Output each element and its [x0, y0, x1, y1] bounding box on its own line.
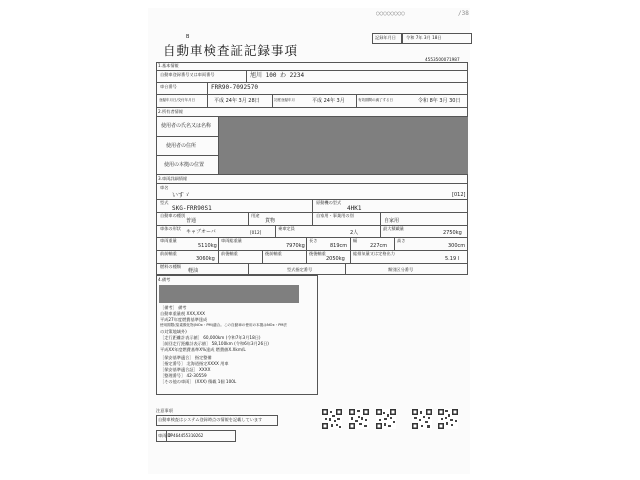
body-shape-label: 車体の形状	[160, 226, 181, 231]
section4-heading: 4.備考	[158, 277, 171, 282]
registration-date-label: 登録年月日/交付年月日	[159, 98, 196, 102]
length-value: 819cm	[330, 243, 348, 249]
remark-line: 使用期限(窒素酸化物(NOx・PM)適合。この自動車の使用の本拠はNOx・PM法	[160, 323, 288, 327]
remark-line: 自動車重量税 XXX,XXX	[160, 311, 205, 316]
registration-date-value: 平成 24年 3月 28日	[214, 98, 260, 104]
registration-number-value: 旭川 100 わ 2234	[250, 72, 305, 79]
chassis-number-label: 車台番号	[160, 84, 177, 89]
front-rear-axle-label: 前後軸重	[221, 251, 238, 256]
first-registration-value: 平成 24年 3月	[312, 98, 345, 104]
first-registration-label: 初度登録年月	[274, 98, 295, 102]
document-number: 4553500071987	[425, 57, 460, 62]
classification-number-label: 類別区分番号	[388, 267, 414, 272]
remark-line: ［指定番号］ 北海道指定XXXX 用車	[160, 361, 229, 366]
width-label: 幅	[353, 238, 358, 243]
vehicle-kind-value: 普通	[186, 218, 197, 224]
qr-code-4	[412, 409, 432, 429]
redacted-owner-block	[219, 117, 468, 174]
notice-heading: 注意事項	[156, 408, 173, 413]
remark-line: ［前回走行距離計表示値］ 58,100km (令和6年3月26日)	[160, 341, 269, 346]
remark-line: ［備考］ 備考	[160, 305, 187, 310]
remark-line: ［走行距離計表示値］ 60,000km (令和7年3月18日)	[160, 335, 261, 340]
use-label: 用途	[251, 213, 260, 218]
qr-code-1	[322, 409, 342, 429]
engine-model-label: 原動機の型式	[316, 200, 342, 205]
registration-number-label: 自動車登録番号又は車両番号	[160, 72, 215, 77]
corner-mark: B	[186, 34, 190, 40]
private-business-label: 自家用・事業用の別	[316, 213, 354, 218]
fuel-type-label: 燃料の種類	[160, 264, 181, 269]
qr-code-2	[349, 409, 369, 429]
gross-weight-value: 7970kg	[286, 243, 305, 249]
expiry-date-value: 令和 8年 3月 30日	[418, 98, 461, 104]
section3-heading: 3.車両詳細情報	[158, 176, 188, 181]
length-label: 長さ	[309, 238, 318, 243]
use-value: 貨物	[265, 218, 276, 224]
private-business-value: 自家用	[384, 218, 400, 224]
capacity-value: 2人	[350, 230, 359, 236]
vehicle-weight-label: 車両重量	[160, 238, 177, 243]
model-label: 型式	[160, 200, 169, 205]
height-value: 300cm	[448, 243, 466, 249]
displacement-value: 5.19 l	[445, 256, 460, 262]
expiry-date-label: 有効期間の満了する日	[358, 98, 393, 102]
document-title: 自動車検査証記録事項	[163, 43, 299, 58]
record-date-value: 令和 7年 3月 18日	[406, 35, 442, 40]
notice-text: 自動車検査はシステム登録時点の情報を記載しています	[158, 417, 263, 422]
handwritten-page-number: /38	[458, 10, 469, 17]
remark-line: ［整理番号］ 42-30559	[160, 373, 207, 378]
front-front-axle-label: 前前軸重	[160, 251, 177, 256]
chassis-number-value: FRR90-7092570	[211, 84, 258, 91]
section2-heading: 2.所有者情報	[158, 109, 183, 114]
maker-code: [012]	[452, 192, 466, 198]
qr-code-5	[438, 409, 458, 429]
vehicle-id-value: TP464455310262	[168, 433, 204, 438]
max-load-label: 最大積載量	[383, 226, 404, 231]
width-value: 227cm	[370, 243, 388, 249]
gross-weight-label: 車両総重量	[221, 238, 242, 243]
handwritten-note: ○○○○○○○○	[376, 10, 405, 17]
record-date-label: 記録年月日	[375, 35, 396, 40]
capacity-label: 乗車定員	[278, 226, 295, 231]
section1-heading: 1.基本情報	[158, 63, 179, 68]
base-location-label: 使用の本拠の位置	[164, 162, 205, 168]
owner-address-label: 使用者の住所	[166, 143, 197, 149]
engine-model-value: 4HK1	[347, 205, 362, 212]
remark-line: ［保安基準適合証］ XXXX	[160, 367, 211, 372]
maker-value: いすゞ	[172, 192, 191, 199]
remark-line: の対策地域外)	[160, 329, 187, 334]
remark-line: ［その他の車両］ (XXX) 積載 1個 100L	[160, 379, 237, 384]
vehicle-weight-value: 5110kg	[198, 243, 217, 249]
vehicle-id-label: 車両ID	[158, 433, 171, 438]
remark-line: 平成27年度燃費基準達成	[160, 317, 208, 322]
rear-front-axle-label: 後前軸重	[265, 251, 282, 256]
height-label: 高さ	[397, 238, 406, 243]
rear-rear-axle-value: 2050kg	[326, 256, 345, 262]
displacement-label: 総排気量又は定格出力	[353, 251, 395, 256]
owner-name-label: 使用者の氏名又は名称	[161, 123, 212, 129]
model-value: SKG-FRR90S1	[172, 205, 212, 212]
remark-line: 平成XX年度燃費基準X%達成 燃費値X.Xkm/L	[160, 347, 246, 352]
body-shape-code: [012]	[250, 230, 262, 235]
rear-rear-axle-label: 後後軸重	[309, 251, 326, 256]
redacted-remarks-block	[159, 285, 299, 303]
vehicle-kind-label: 自動車の種別	[160, 213, 186, 218]
qr-code-3	[376, 409, 396, 429]
maker-label: 車名	[160, 185, 169, 190]
remark-line: ［保安基準適合］ 指定整備	[160, 355, 212, 360]
front-front-axle-value: 3060kg	[196, 256, 215, 262]
type-designation-label: 型式指定番号	[287, 267, 313, 272]
body-shape-value: キャブオーバ	[186, 229, 216, 235]
fuel-type-value: 軽油	[188, 268, 199, 274]
max-load-value: 2750kg	[443, 230, 462, 236]
